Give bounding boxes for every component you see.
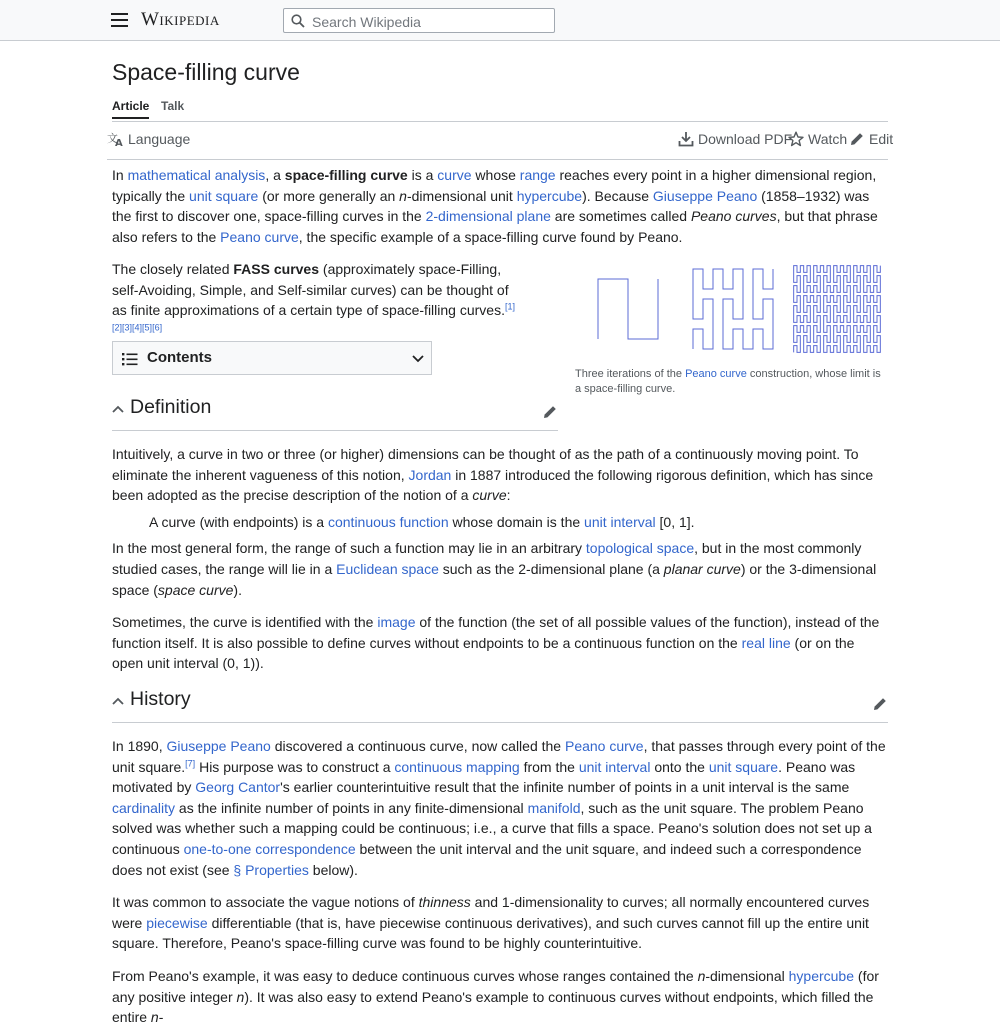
link-piecewise[interactable]: piecewise [146, 914, 208, 931]
link-euclidean-space[interactable]: Euclidean space [336, 560, 439, 577]
peano-curve-figure [575, 262, 888, 397]
edit-label: Edit [869, 131, 894, 147]
definition-quote: A curve (with endpoints) is a continuous function whose domain is the unit interval [0, 1]. [149, 513, 695, 530]
peano-iteration-2 [693, 269, 773, 349]
table-of-contents-toggle[interactable] [112, 341, 432, 375]
download-label: Download PDF [698, 131, 793, 147]
link-peano-curve-caption[interactable]: Peano curve [685, 368, 747, 380]
link-unit-square[interactable]: unit square [189, 187, 259, 204]
ref-4[interactable]: [4] [132, 322, 143, 333]
link-image[interactable]: image [377, 614, 416, 631]
link-mathematical-analysis[interactable]: mathematical analysis [127, 167, 266, 183]
definition-paragraph-1: Intuitively, a curve in two or three (or higher) dimensions can be thought of as the path of a continuously moving point. To eliminate the inherent vagueness of this notion, Jordan in 1887 introduced the following rigorous definition, which has since been adopted as the precise description of the notion of a curve: [112, 446, 874, 504]
definition-heading: Definition [130, 396, 212, 418]
watch-button[interactable] [788, 131, 847, 147]
link-continuous-function[interactable]: continuous function [327, 513, 449, 530]
contents-label: Contents [147, 349, 212, 366]
link-peano-curve[interactable]: Peano curve [220, 228, 299, 245]
history-paragraph-1: In 1890, Giuseppe Peano discovered a continuous curve, now called the Peano curve, that passes through every point of the unit square.[7] His purpose was to construct a continuous mapping from the unit interval onto the unit square. Peano was motivated by Georg Cantor's earlier counterintuitive result that the infinite number of points in a unit interval is the same cardinality as the infinite number of points in any finite-dimensional manifold, such as the unit square. The problem Peano solved was whether such a mapping could be continuous; i.e., a curve that fills a space. Peano's solution does not set up a continuous one-to-one correspondence between the unit interval and the unit square, and indeed such a correspondence does not exist (see § Properties below). [112, 738, 886, 878]
tab-talk[interactable]: Talk [161, 99, 185, 113]
link-2d-plane[interactable]: 2-dimensional plane [425, 208, 551, 225]
definition-paragraph-3: Sometimes, the curve is identified with the image of the function (the set of all possible values of the function), instead of the function itself. It is also possible to define curves without endpoints to be a continuous function on the real line (or on the open unit interval (0, 1)). [112, 614, 880, 672]
link-curve[interactable]: curve [437, 167, 472, 183]
pencil-icon [849, 131, 865, 147]
history-body [112, 736, 888, 1028]
history-heading: History [130, 688, 191, 710]
collapse-chevron-icon[interactable] [112, 696, 124, 706]
download-pdf-button[interactable] [678, 131, 792, 147]
main-menu-icon[interactable] [111, 13, 128, 27]
collapse-chevron-icon[interactable] [112, 404, 124, 414]
link-cardinality[interactable]: cardinality [112, 799, 176, 816]
language-label: Language [128, 131, 191, 147]
link-one-to-one-correspondence[interactable]: one-to-one correspondence [183, 840, 356, 857]
link-unit-interval-2[interactable]: unit interval [578, 758, 651, 775]
intro-paragraph-2: The closely related FASS curves (approximately space-Filling, self-Avoiding, Simple, and Self-similar curves) can be thought of as finite approximations of a certain type of space-filling curves.[1][2][3][4][5][6] [112, 261, 515, 333]
definition-body [112, 444, 888, 674]
page-title: Space-filling curve [112, 59, 300, 85]
link-giuseppe-peano[interactable]: Giuseppe Peano [652, 187, 758, 204]
link-unit-interval[interactable]: unit interval [584, 513, 656, 530]
ref-6[interactable]: [6] [152, 322, 163, 333]
watch-label: Watch [808, 131, 848, 147]
edit-section-history-icon[interactable] [872, 696, 888, 712]
history-paragraph-3: From Peano's example, it was easy to deduce continuous curves whose ranges contained the n-dimensional hypercube (for any positive integer n). It was also easy to extend Peano's example to continuous curves without endpoints, which filled the entire n- [112, 967, 879, 1026]
edit-section-definition-icon[interactable] [542, 404, 558, 420]
link-unit-square-2[interactable]: unit square [708, 758, 779, 775]
link-jordan[interactable]: Jordan [408, 466, 452, 483]
download-icon [678, 131, 694, 147]
wikipedia-logo[interactable]: Wikipedia [141, 9, 220, 30]
link-hypercube-2[interactable]: hypercube [788, 967, 855, 984]
history-paragraph-2: It was common to associate the vague notions of thinness and 1-dimensionality to curves; all normally encountered curves were piecewise differentiable (that is, have piecewise continuous derivatives), and such curves cannot fill up the entire unit square. Therefore, Peano's space-filling curve was found to be highly counterintuitive. [112, 894, 870, 952]
search-icon [291, 14, 305, 28]
peano-curve-iterations-image[interactable] [575, 262, 888, 356]
link-topological-space[interactable]: topological space [585, 540, 695, 557]
page-tabs [112, 99, 888, 122]
language-icon [107, 131, 124, 147]
link-hypercube[interactable]: hypercube [516, 187, 583, 204]
peano-iteration-3 [794, 266, 881, 353]
ref-1[interactable]: [1] [504, 301, 515, 312]
search-input[interactable] [310, 11, 554, 32]
intro-paragraph-1: In mathematical analysis, a space-filling curve is a curve whose range reaches every point in a higher dimensional region, typically the unit square (or more generally an n-dimensional unit hypercube). Because Giuseppe Peano (1858–1932) was the first to discover one, space-filling curves in the 2-dimensional plane are sometimes called Peano curves, but that phrase also refers to the Peano curve, the specific example of a space-filling curve found by Peano. [112, 167, 878, 245]
link-giuseppe-peano-2[interactable]: Giuseppe Peano [166, 738, 271, 754]
definition-section-header [112, 396, 558, 431]
page-toolbar [107, 131, 894, 160]
chevron-down-icon [412, 355, 424, 363]
edit-page-button[interactable] [849, 131, 893, 147]
definition-paragraph-2: In the most general form, the range of such a function may lie in an arbitrary topological space, but in the most commonly studied cases, the range will lie in a Euclidean space such as the 2-dimensional plane (a planar curve) or the 3-dimensional space (space curve). [112, 540, 877, 598]
ref-3[interactable]: [3] [122, 322, 133, 333]
star-icon [788, 131, 804, 147]
link-range[interactable]: range [519, 167, 556, 183]
link-real-line[interactable]: real line [741, 634, 791, 651]
search-box[interactable] [283, 8, 555, 33]
link-peano-curve-2[interactable]: Peano curve [564, 738, 644, 754]
link-properties-section[interactable]: § Properties [233, 861, 309, 878]
tab-article[interactable]: Article [112, 99, 149, 119]
ref-5[interactable]: [5] [142, 322, 153, 333]
site-header [0, 0, 1000, 41]
link-continuous-mapping[interactable]: continuous mapping [394, 758, 520, 775]
link-manifold[interactable]: manifold [527, 799, 581, 816]
list-icon [122, 352, 138, 366]
language-button[interactable] [107, 131, 190, 147]
svg-text:A: A [115, 138, 123, 147]
history-section-header [112, 688, 888, 723]
peano-iteration-1 [598, 279, 658, 339]
svg-text:文: 文 [107, 132, 118, 145]
ref-7[interactable]: [7] [185, 757, 196, 768]
ref-2[interactable]: [2] [112, 322, 123, 333]
link-georg-cantor[interactable]: Georg Cantor [195, 779, 281, 796]
figure-caption: Three iterations of the Peano curve construction, whose limit is a space-filling curve. [575, 368, 881, 395]
